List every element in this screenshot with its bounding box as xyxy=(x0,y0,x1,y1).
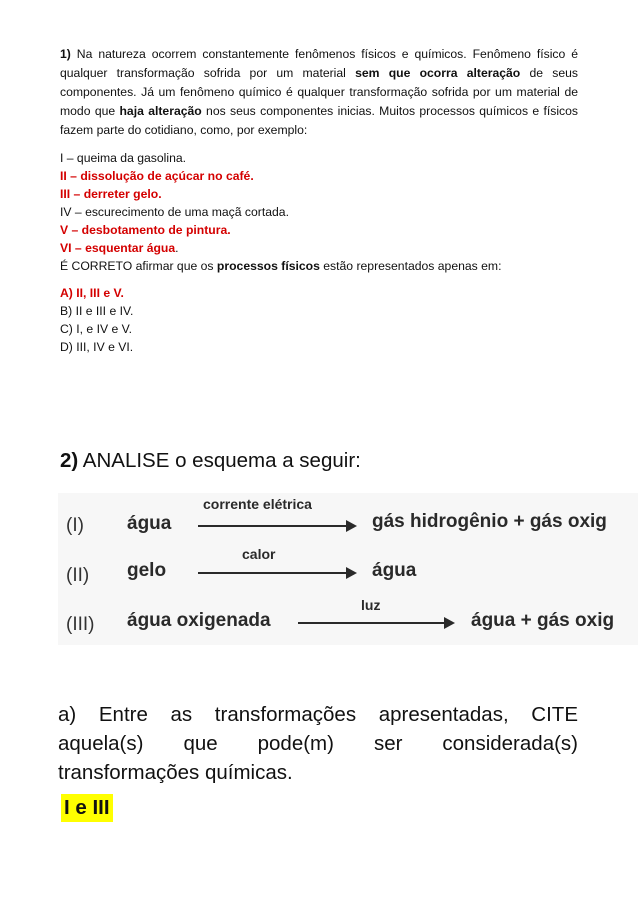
reaction-3-number: (III) xyxy=(66,614,95,635)
process-list xyxy=(60,149,578,257)
reaction-3-condition: luz xyxy=(361,597,381,613)
reaction-1-arrow xyxy=(198,525,348,527)
question-1-prompt: É CORRETO afirmar que os processos físicos estão representados apenas em: xyxy=(60,259,502,273)
reaction-3-arrow xyxy=(298,622,446,624)
question-2a xyxy=(58,700,578,787)
question-1-intro: 1) Na natureza ocorrem constantemente fenômenos físicos e químicos. Fenômeno físico é qualquer transformação sofrida por um material sem que ocorra alteração de seus componentes. Já um fenômeno químico é qualquer transformação sofrida por um material de modo que haja alteração nos seus componentes inicias. Muitos processos químicos e físicos fazem parte do cotidiano, como, por exemplo: xyxy=(60,47,579,137)
reaction-3-reagent: água oxigenada xyxy=(127,610,271,631)
question-2a-text: a) Entre as transformações apresentadas, CITE aquela(s) que pode(m) ser considerada(s) transformações químicas. xyxy=(58,703,578,784)
reaction-3-product: água + gás oxig xyxy=(471,610,615,631)
question-1 xyxy=(60,45,578,356)
reaction-2-product: água xyxy=(372,560,417,581)
reaction-2-condition: calor xyxy=(242,546,276,562)
reaction-scheme xyxy=(58,493,638,645)
answer-options xyxy=(60,284,578,356)
reaction-1-reagent: água xyxy=(127,513,172,534)
option-c: C) I, e IV e V. xyxy=(60,322,133,336)
process-item: IV – escurecimento de uma maçã cortada. xyxy=(60,205,289,219)
reaction-2-reagent: gelo xyxy=(127,560,167,581)
process-item: I – queima da gasolina. xyxy=(60,151,187,165)
process-item: III – derreter gelo. xyxy=(60,187,162,201)
question-1-number: 1) xyxy=(60,47,71,61)
process-item: V – desbotamento de pintura. xyxy=(60,223,231,237)
process-item: VI – esquentar água. xyxy=(60,241,179,255)
reaction-2-number: (II) xyxy=(66,565,90,586)
reaction-1-number: (I) xyxy=(66,515,84,536)
reaction-1-product: gás hidrogênio + gás oxig xyxy=(372,511,607,532)
reaction-2-arrow xyxy=(198,572,348,574)
option-d: D) III, IV e VI. xyxy=(60,340,134,354)
process-item: II – dissolução de açúcar no café. xyxy=(60,169,254,183)
answer-highlight: I e III xyxy=(61,794,113,822)
reaction-1-condition: corrente elétrica xyxy=(203,496,312,512)
option-a: A) II, III e V. xyxy=(60,286,124,300)
question-2-title: 2) ANALISE o esquema a seguir: xyxy=(60,449,361,472)
option-b: B) II e III e IV. xyxy=(60,304,134,318)
